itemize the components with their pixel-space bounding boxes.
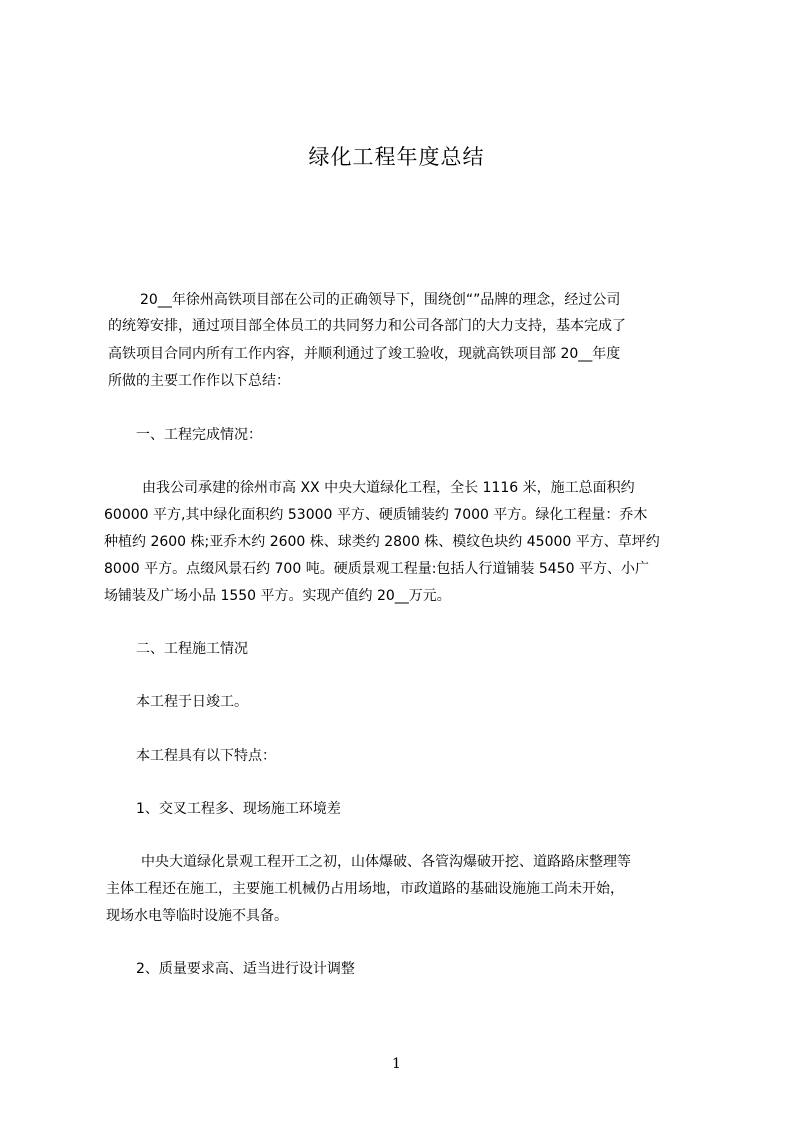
features-intro: 本工程具有以下特点： [136,748,276,764]
page-number: 1 [392,1056,401,1072]
document-title: 绿化工程年度总结 [308,145,485,169]
intro-line-3: 高铁项目合同内所有工作内容，并顺利通过了竣工验收，现就高铁项目部 20__年度 [108,346,621,362]
feature-1-heading: 1、交叉工程多、现场施工环境差 [136,801,341,817]
section-1-heading: 一、工程完成情况： [136,427,262,443]
section-2-heading: 二、工程施工情况 [136,641,248,657]
completion-text: 本工程于日竣工。 [136,694,248,710]
section-1-line-1: 由我公司承建的徐州市高 XX 中央大道绿化工程，全长 1116 米，施工总面积约 [142,480,635,496]
section-1-line-5: 场铺装及广场小品 1550 平方。实现产值约 20__万元。 [104,588,451,604]
feature-2-heading: 2、质量要求高、适当进行设计调整 [136,961,355,977]
section-1-line-2: 60000 平方,其中绿化面积约 53000 平方、硬质铺装约 7000 平方。绿化工程量：乔木 [104,507,648,523]
section-1-line-3: 种植约 2600 株;亚乔木约 2600 株、球类约 2800 株、模纹色块约 45000 平方、草坪约 [104,534,660,550]
feature-1-line-1: 中央大道绿化景观工程开工之初，山体爆破、各管沟爆破开挖、道路路床整理等 [141,854,631,870]
section-1-line-4: 8000 平方。点缀风景石约 700 吨。硬质景观工程量:包括人行道铺装 5450 平方、小广 [104,561,649,577]
feature-1-line-2: 主体工程还在施工，主要施工机械仍占用场地，市政道路的基础设施施工尚未开始， [106,881,624,897]
intro-line-2: 的统筹安排，通过项目部全体员工的共同努力和公司各部门的大力支持，基本完成了 [108,318,626,334]
intro-line-4: 所做的主要工作作以下总结： [108,373,290,389]
intro-line-1: 20__年徐州高铁项目部在公司的正确领导下，围绕创“”品牌的理念，经过公司 [140,292,621,308]
feature-1-line-3: 现场水电等临时设施不具备。 [106,908,288,924]
